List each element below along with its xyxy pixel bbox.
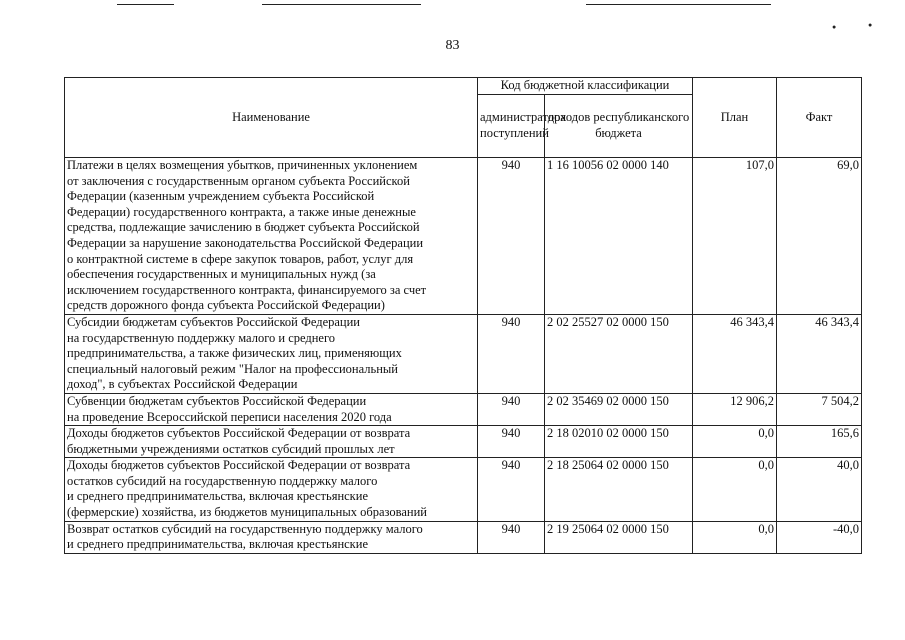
row-admin-code: 940 (478, 314, 545, 393)
row-name: Платежи в целях возмещения убытков, причиненных уклонением от заключения с государственным органом субъекта Российской Федерации (казенным учреждением субъекта Российской Федерации) государственного контракта, а также иные денежные средства, подлежащие зачислению в бюджет субъекта Российской Федерации за нарушение законодательства Российской Федерации о контрактной системе в сфере закупок товаров, работ, услуг для обеспечения государственных и муниципальных нужд (за исключением государственного контракта, финансируемого за счет средств дорожного фонда субъекта Российской Федерации) (65, 158, 478, 315)
table-row (65, 158, 862, 315)
column-header-name: Наименование (65, 78, 478, 158)
row-income-code: 1 16 10056 02 0000 140 (545, 158, 693, 315)
budget-revenue-table (64, 77, 862, 554)
row-fact: 46 343,4 (777, 314, 862, 393)
row-name: Субсидии бюджетам субъектов Российской Федерации на государственную поддержку малого и среднего предпринимательства, а также физических лиц, применяющих специальный налоговый режим "Налог на профессиональный доход", в субъектах Российской Федерации (65, 314, 478, 393)
row-plan: 0,0 (693, 458, 777, 521)
row-income-code: 2 02 35469 02 0000 150 (545, 393, 693, 425)
page-number: 83 (445, 38, 460, 53)
row-name: Субвенции бюджетам субъектов Российской Федерации на проведение Всероссийской переписи населения 2020 года (65, 393, 478, 425)
row-income-code: 2 19 25064 02 0000 150 (545, 521, 693, 553)
table-row (65, 521, 862, 553)
scan-mark: ● (832, 23, 837, 31)
top-rule-right (586, 4, 771, 5)
column-header-plan: План (693, 78, 777, 158)
table-row (65, 393, 862, 425)
row-admin-code: 940 (478, 393, 545, 425)
row-admin-code: 940 (478, 158, 545, 315)
table-row (65, 426, 862, 458)
table-row (65, 458, 862, 521)
top-rule-middle (262, 4, 421, 5)
row-admin-code: 940 (478, 521, 545, 553)
row-fact: -40,0 (777, 521, 862, 553)
row-name: Доходы бюджетов субъектов Российской Федерации от возврата бюджетными учреждениями остатков субсидий прошлых лет (65, 426, 478, 458)
column-header-income: доходов республиканского бюджета (545, 95, 693, 158)
row-income-code: 2 18 25064 02 0000 150 (545, 458, 693, 521)
scan-mark: ● (868, 21, 873, 29)
column-header-fact: Факт (777, 78, 862, 158)
row-plan: 107,0 (693, 158, 777, 315)
table-row (65, 314, 862, 393)
row-plan: 0,0 (693, 426, 777, 458)
row-fact: 40,0 (777, 458, 862, 521)
row-admin-code: 940 (478, 426, 545, 458)
row-name: Возврат остатков субсидий на государственную поддержку малого и среднего предпринимательства, включая крестьянские (65, 521, 478, 553)
row-income-code: 2 02 25527 02 0000 150 (545, 314, 693, 393)
column-header-kbk: Код бюджетной классификации (478, 78, 693, 95)
row-name: Доходы бюджетов субъектов Российской Федерации от возврата остатков субсидий на государственную поддержку малого и среднего предпринимательства, включая крестьянские (фермерские) хозяйства, из бюджетов муниципальных образований (65, 458, 478, 521)
row-plan: 0,0 (693, 521, 777, 553)
row-income-code: 2 18 02010 02 0000 150 (545, 426, 693, 458)
row-admin-code: 940 (478, 458, 545, 521)
row-fact: 165,6 (777, 426, 862, 458)
row-plan: 46 343,4 (693, 314, 777, 393)
column-header-admin: администратора поступлений (478, 95, 545, 158)
row-plan: 12 906,2 (693, 393, 777, 425)
row-fact: 69,0 (777, 158, 862, 315)
row-fact: 7 504,2 (777, 393, 862, 425)
top-rule-left (117, 4, 174, 5)
